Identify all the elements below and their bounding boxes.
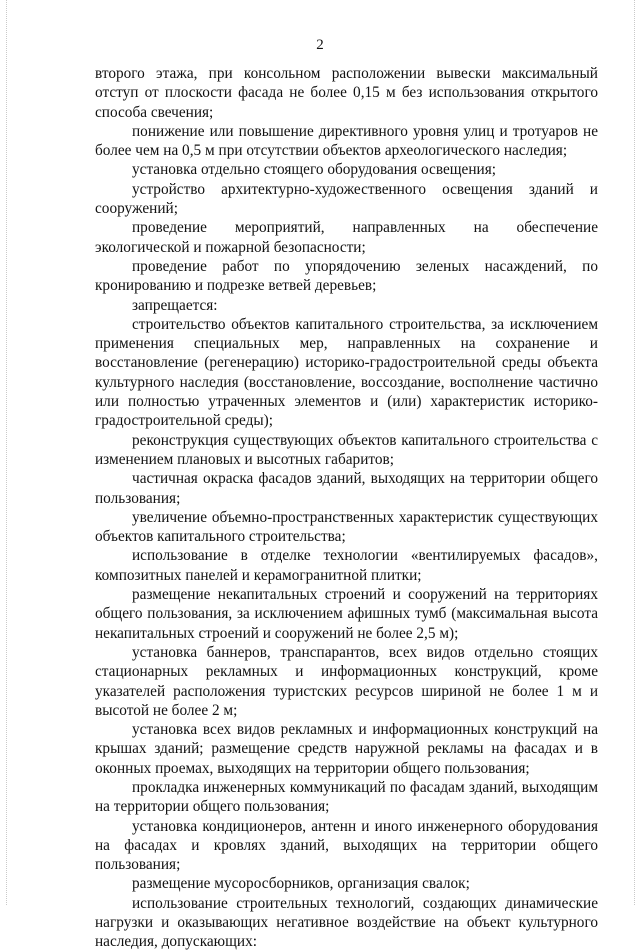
paragraph: проведение работ по упорядочению зеленых насаждений, по кронированию и подрезке ветвей деревьев; xyxy=(95,257,598,295)
paragraph: прокладка инженерных коммуникаций по фасадам зданий, выходящим на территории общего пользования; xyxy=(95,778,598,816)
paragraph: частичная окраска фасадов зданий, выходящих на территории общего пользования; xyxy=(95,470,598,507)
paragraph: установка отдельно стоящего оборудования освещения; xyxy=(132,161,496,179)
paragraph: реконструкция существующих объектов капитального строительства с изменением плановых и высотных габаритов; xyxy=(95,431,598,468)
paragraph: размещение мусоросборников, организация свалок; xyxy=(132,875,470,893)
paragraph: проведение мероприятий, направленных на обеспечение экологической и пожарной безопасности; xyxy=(95,219,598,256)
paragraph: установка баннеров, транспарантов, всех видов отдельно стоящих стационарных рекламных и информационных конструкций, кроме указателей расположения туристских ресурсов шириной не более 1 м и высотой не более 2 м; xyxy=(95,643,598,719)
paragraph: установка кондиционеров, антенн и иного инженерного оборудования на фасадах и кровлях зданий, выходящих на территории общего пользования; xyxy=(95,817,598,874)
page-number: 2 xyxy=(316,37,324,53)
paragraph: использование строительных технологий, создающих динамические нагрузки и оказывающих негативное воздействие на объект культурного наследия, допускающих: xyxy=(95,894,598,951)
paragraph: запрещается: xyxy=(132,296,218,314)
paragraph: строительство объектов капитального строительства, за исключением применения специальных мер, направленных на сохранение и восстановление (регенерацию) историко-градостроительной среды объекта культурного наследия (восстановление, воссоздание, восполнение частично или полностью утраченных элементов и (или) характеристик историко-градостроительной среды); xyxy=(95,315,598,430)
paragraph: установка всех видов рекламных и информационных конструкций на крышах зданий; размещение средств наружной рекламы на фасадах и в оконных проемах, выходящих на территории общего пользования; xyxy=(95,721,598,777)
paragraph: понижение или повышение директивного уровня улиц и тротуаров не более чем на 0,5 м при отсутствии объектов археологического наследия; xyxy=(95,122,598,160)
scan-edge-right xyxy=(634,0,636,905)
paragraph: устройство архитектурно-художественного освещения зданий и сооружений; xyxy=(95,180,598,218)
scan-edge-left xyxy=(6,0,8,905)
body-text xyxy=(95,64,598,952)
paragraph: использование в отделке технологии «вентилируемых фасадов», композитных панелей и керамогранитной плитки; xyxy=(95,547,598,584)
paragraph: увеличение объемно-пространственных характеристик существующих объектов капитального строительства; xyxy=(95,508,598,546)
paragraph: размещение некапитальных строений и сооружений на территориях общего пользования, за исключением афишных тумб (максимальная высота некапитальных строений и сооружений не более 2,5 м); xyxy=(95,586,598,642)
paragraph: второго этажа, при консольном расположении вывески максимальный отступ от плоскости фасада не более 0,15 м без использования открытого способа свечения; xyxy=(95,65,598,121)
